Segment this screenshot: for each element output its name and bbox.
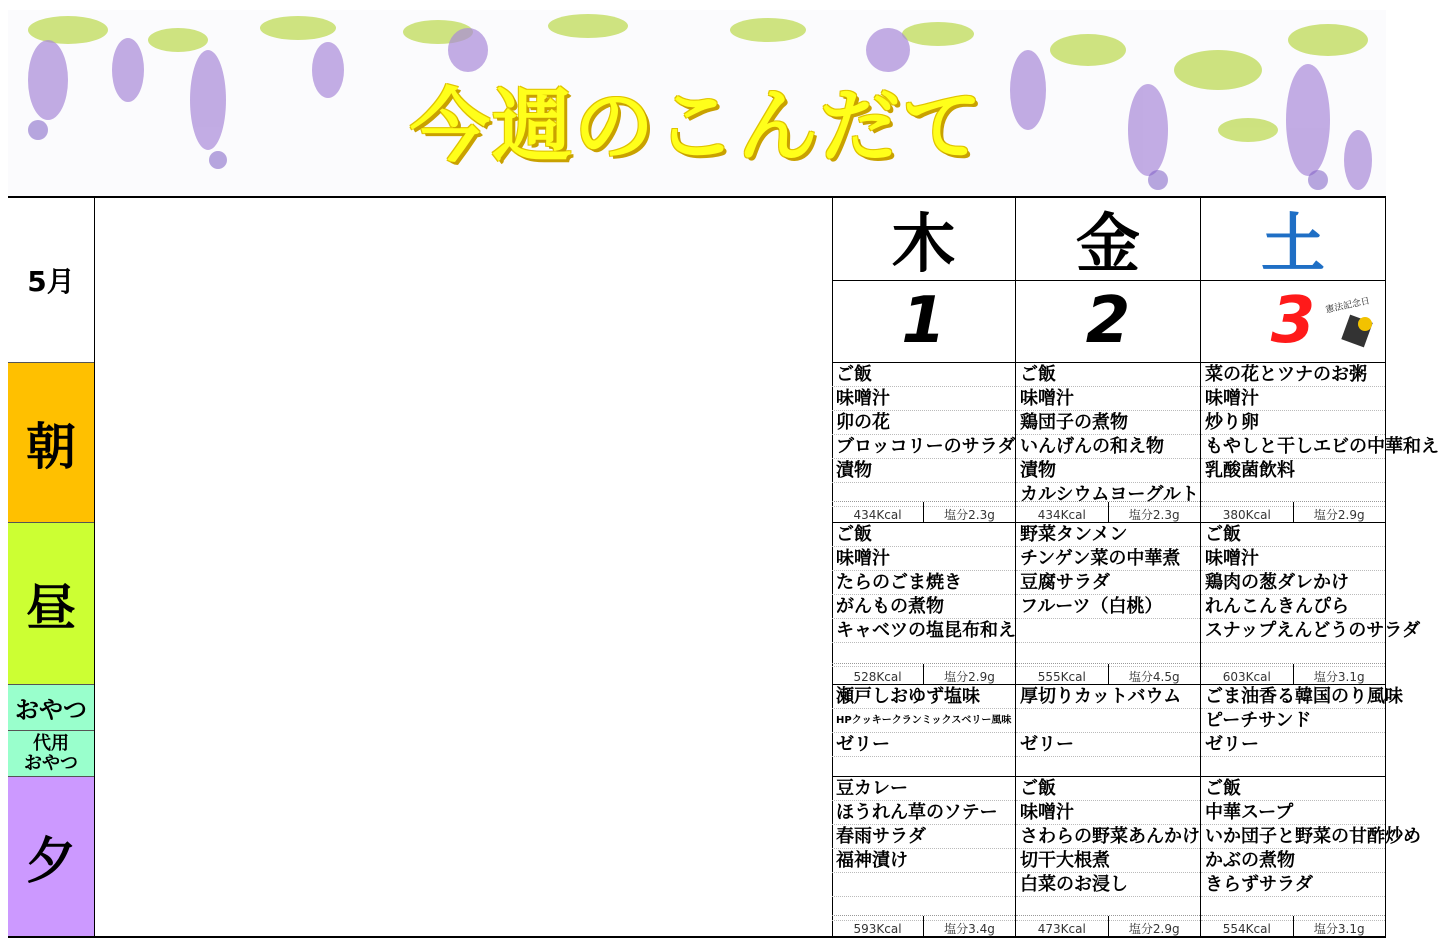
menu-item: 鶏団子の煮物 [1016,411,1200,435]
dinner-label: 夕 [8,777,94,936]
menu-item: チンゲン菜の中華煮 [1016,547,1200,571]
menu-item: 味噌汁 [1201,387,1385,411]
page-title: 今週のこんだて [410,80,984,173]
menu-item: もやしと干しエビの中華和え [1201,435,1385,459]
menu-item: 漬物 [832,459,1015,483]
menu-item: 味噌汁 [832,387,1015,411]
menu-item: 味噌汁 [1016,801,1200,825]
holiday-badge-icon [1325,298,1381,348]
snack-cell [1201,685,1403,777]
nutrition-stats [832,501,1015,522]
calories: 554Kcal [1201,916,1294,936]
nutrition-stats [1201,501,1385,522]
salt: 塩分3.1g [1313,922,1365,936]
calories: 380Kcal [1201,502,1294,522]
salt: 塩分2.9g [1128,922,1180,936]
breakfast-cell [1016,363,1200,523]
menu-item: かぶの煮物 [1201,849,1385,873]
menu-item: いか団子と野菜の甘酢炒め [1201,825,1385,849]
lunch-cell [832,523,1015,685]
breakfast-cell [832,363,1015,523]
calories: 473Kcal [1016,916,1109,936]
calories: 434Kcal [832,502,924,522]
date-number: 2 [1016,280,1200,363]
date-number: 1 [832,280,1015,363]
lunch-cell [1201,523,1421,685]
date-number: 3 [1201,280,1385,363]
nutrition-stats [1016,501,1200,522]
lunch-label: 昼 [8,523,94,685]
day-of-week: 木 [832,198,1015,281]
menu-item: フルーツ（白桃） [1016,595,1200,619]
calories: 528Kcal [832,664,924,684]
menu-item: 福神漬け [832,849,1015,873]
menu-grid [8,196,1439,938]
menu-item: 菜の花とツナのお粥 [1201,363,1385,387]
calories: 593Kcal [832,916,924,936]
menu-item: ご飯 [1201,523,1385,547]
menu-item: たらのごま焼き [832,571,1015,595]
menu-item: 厚切りカットバウム [1016,685,1200,709]
menu-item: ピーチサンド [1201,709,1385,733]
menu-item: 味噌汁 [832,547,1015,571]
nutrition-stats [1016,915,1200,936]
menu-item: ゼリー [832,733,1015,757]
menu-item: 鶏肉の葱ダレかけ [1201,571,1385,595]
lunch-cell [1016,523,1200,685]
day-of-week: 土 [1201,198,1385,281]
meal-label-column [8,198,95,936]
substitute-snack-label [8,731,94,777]
menu-item: HPクッキークランミックスベリー風味 [832,709,1015,733]
header-banner [8,10,1386,196]
menu-item: さわらの野菜あんかけ [1016,825,1200,849]
menu-item: 豆カレー [832,777,1015,801]
menu-item: 豆腐サラダ [1016,571,1200,595]
menu-item: ご飯 [832,363,1015,387]
menu-item [832,873,1015,897]
menu-item: 野菜タンメン [1016,523,1200,547]
menu-item: スナップえんどうのサラダ [1201,619,1385,643]
menu-item: きらずサラダ [1201,873,1385,897]
salt: 塩分2.3g [1128,508,1180,522]
menu-item: ゼリー [1016,733,1200,757]
nutrition-stats [832,915,1015,936]
menu-item: ごま油香る韓国のり風味 [1201,685,1385,709]
menu-item [1016,619,1200,643]
salt: 塩分2.3g [944,508,995,522]
salt: 塩分2.9g [944,670,995,684]
menu-item: 漬物 [1016,459,1200,483]
salt: 塩分3.4g [944,922,995,936]
day-column [832,198,1016,936]
empty-days-area [94,198,833,936]
salt: 塩分4.5g [1128,670,1180,684]
dinner-cell [1016,777,1200,936]
menu-item: ご飯 [1201,777,1385,801]
menu-item: がんもの煮物 [832,595,1015,619]
breakfast-cell [1201,363,1439,523]
day-column [1016,198,1201,936]
nutrition-stats [1201,915,1385,936]
menu-item: ゼリー [1201,733,1385,757]
menu-item: ほうれん草のソテー [832,801,1015,825]
nutrition-stats [832,663,1015,684]
calories: 555Kcal [1016,664,1109,684]
breakfast-label: 朝 [8,363,94,523]
day-column [1201,198,1439,936]
snack-cell [832,685,1015,777]
menu-item: ご飯 [1016,363,1200,387]
menu-item [1016,709,1200,733]
menu-item: ご飯 [1016,777,1200,801]
calories: 434Kcal [1016,502,1109,522]
menu-item: 白菜のお浸し [1016,873,1200,897]
menu-item: 中華スープ [1201,801,1385,825]
menu-item: 炒り卵 [1201,411,1385,435]
snack-cell [1016,685,1200,777]
menu-item: 切干大根煮 [1016,849,1200,873]
menu-item: 味噌汁 [1201,547,1385,571]
menu-item: 乳酸菌飲料 [1201,459,1385,483]
snack-label: おやつ [8,685,94,731]
menu-item: 卯の花 [832,411,1015,435]
menu-item: カルシウムヨーグルト [1016,483,1200,507]
substitute-snack-text: 代用 おやつ [24,732,78,774]
month-label: 5月 [8,198,94,363]
nutrition-stats [1016,663,1200,684]
menu-item: キャベツの塩昆布和え [832,619,1015,643]
nutrition-stats [1201,663,1385,684]
salt: 塩分3.1g [1313,670,1365,684]
dinner-cell [1201,777,1421,936]
salt: 塩分2.9g [1313,508,1365,522]
menu-item: 瀬戸しおゆず塩味 [832,685,1015,709]
menu-item: れんこんきんぴら [1201,595,1385,619]
day-of-week: 金 [1016,198,1200,281]
menu-item: 味噌汁 [1016,387,1200,411]
dinner-cell [832,777,1015,936]
menu-item: ご飯 [832,523,1015,547]
menu-item: ブロッコリーのサラダ [832,435,1015,459]
holiday-note: 憲法記念日 [1324,296,1371,316]
menu-item: いんげんの和え物 [1016,435,1200,459]
calories: 603Kcal [1201,664,1294,684]
menu-item: 春雨サラダ [832,825,1015,849]
